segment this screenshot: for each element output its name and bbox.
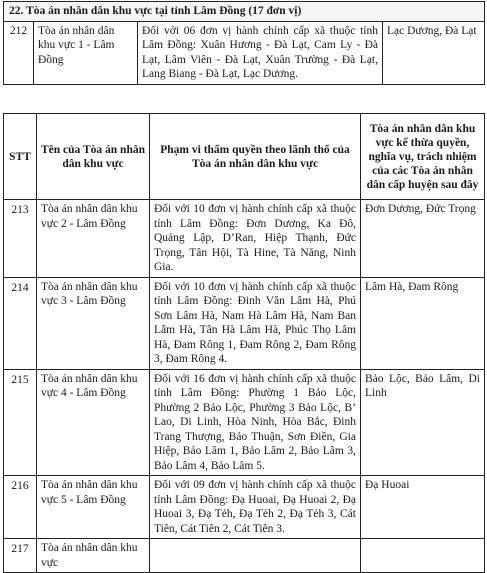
table-row <box>4 21 485 84</box>
successor-cell: Lạc Dương, Đà Lạt <box>383 21 485 84</box>
table-row <box>4 369 485 476</box>
table-header-row <box>4 114 485 200</box>
court-name-cell: Tòa án nhân dân khu vực 3 - Lâm Đồng <box>37 277 150 369</box>
court-name-cell: Tòa án nhân dân khu vực 5 - Lâm Đồng <box>37 476 150 539</box>
header-scope: Phạm vi thẩm quyền theo lãnh thổ của Tòa án nhân dân khu vực <box>150 114 361 200</box>
table-row <box>4 200 485 278</box>
scope-cell: Đối với 09 đơn vị hành chính cấp xã thuộc tỉnh Lâm Đồng: Đạ Huoai, Đạ Huoai 2, Đạ Huoai 3, Đạ Tẻh, Đạ Tẻh 2, Đạ Tẻh 3, Cát Tiên, Cát Tiên 2, Cát Tiên 3. <box>150 476 361 539</box>
successor-cell <box>361 539 485 573</box>
court-name-cell: Tòa án nhân dân khu vực <box>37 539 150 573</box>
header-stt: STT <box>4 114 37 200</box>
stt-cell: 213 <box>4 200 37 278</box>
table-lam-dong-top <box>3 1 485 85</box>
header-successor: Tòa án nhân dân khu vực kế thừa quyền, nghĩa vụ, trách nhiệm của các Tòa án nhân dân cấp huyện sau đây <box>361 114 485 200</box>
stt-cell: 216 <box>4 476 37 539</box>
table-lam-dong-main <box>3 113 485 573</box>
section-title-row <box>4 2 485 22</box>
stt-cell: 217 <box>4 539 37 573</box>
successor-cell: Đơn Dương, Đức Trọng <box>361 200 485 278</box>
scope-cell: Đối với 10 đơn vị hành chính cấp xã thuộc tỉnh Lâm Đồng: Đơn Dương, Ka Đô, Quảng Lập, D’Ran, Hiệp Thạnh, Đức Trọng, Tân Hội, Tà Hine, Tà Năng, Ninh Gia. <box>150 200 361 278</box>
stt-cell: 212 <box>4 21 34 84</box>
section-title: 22. Tòa án nhân dân khu vực tại tỉnh Lâm Đồng (17 đơn vị) <box>4 2 485 22</box>
table-row <box>4 476 485 539</box>
scope-cell: Đối với 06 đơn vị hành chính cấp xã thuộc tỉnh Lâm Đồng: Xuân Hương - Đà Lạt, Cam Ly - Đà Lạt, Lâm Viên - Đà Lạt, Xuân Trường - Đà Lạt, Lang Biang - Đà Lạt, Lạc Dương. <box>138 21 383 84</box>
header-court-name: Tên của Tòa án nhân dân khu vực <box>37 114 150 200</box>
successor-cell: Lâm Hà, Đam Rông <box>361 277 485 369</box>
scope-cell <box>150 539 361 573</box>
successor-cell: Đạ Huoai <box>361 476 485 539</box>
stt-cell: 215 <box>4 369 37 476</box>
scope-cell: Đối với 16 đơn vị hành chính cấp xã thuộc tỉnh Lâm Đồng: Phường 1 Bảo Lộc, Phường 2 Bảo Lộc, Phường 3 Bảo Lộc, B’ Lao, Di Linh, Hòa Ninh, Hòa Bắc, Đinh Trang Thượng, Bảo Thuận, Sơn Điền, Gia Hiệp, Bảo Lâm 1, Bảo Lâm 2, Bảo Lâm 3, Bảo Lâm 4, Bảo Lâm 5. <box>150 369 361 476</box>
court-name-cell: Tòa án nhân dân khu vực 1 - Lâm Đồng <box>34 21 138 84</box>
table-row <box>4 277 485 369</box>
court-name-cell: Tòa án nhân dân khu vực 4 - Lâm Đồng <box>37 369 150 476</box>
court-name-cell: Tòa án nhân dân khu vực 2 - Lâm Đồng <box>37 200 150 278</box>
scope-cell: Đối với 10 đơn vị hành chính cấp xã thuộc tỉnh Lâm Đồng: Đinh Văn Lâm Hà, Phú Sơn Lâm Hà, Nam Hà Lâm Hà, Nam Ban Lâm Hà, Tân Hà Lâm Hà, Phúc Thọ Lâm Hà, Đam Rông 1, Đam Rông 2, Đam Rông 3, Đam Rông 4. <box>150 277 361 369</box>
stt-cell: 214 <box>4 277 37 369</box>
successor-cell: Bảo Lộc, Bảo Lâm, Di Linh <box>361 369 485 476</box>
table-row <box>4 539 485 573</box>
